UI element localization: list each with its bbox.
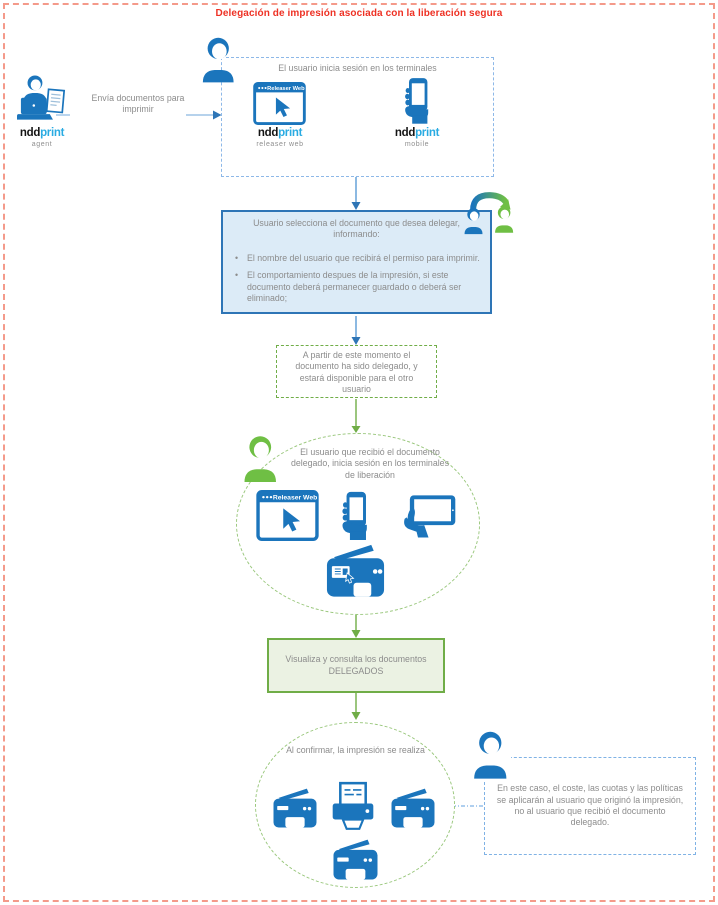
mfp-printer-icon — [331, 837, 380, 881]
delegated-note-box: A partir de este momento el documento ha sido delegado, y estará disponible para el otro usuario — [276, 345, 437, 398]
page-title: Delegación de impresión asociada con la liberación segura — [215, 8, 503, 19]
releaser-web-browser-icon — [253, 82, 306, 125]
view-delegated-box — [267, 638, 445, 693]
cost-policy-note-box — [484, 757, 696, 855]
tablet-in-hand-icon — [401, 494, 457, 538]
select-document-heading: Usuario selecciona el documento que desea delegar, informando: — [253, 218, 460, 240]
nddprint-releaser-web-logo — [244, 128, 316, 148]
brand-ndd: ndd — [394, 127, 416, 139]
brand-ndd: ndd — [257, 127, 279, 139]
select-document-box — [221, 210, 492, 314]
view-delegated-line2: DELEGADOS — [328, 665, 384, 676]
arrowhead-down-icon — [352, 712, 361, 720]
receiver-person-icon — [238, 434, 281, 482]
bullet-recipient-name: • El nombre del usuario que recibirá el permiso para imprimir. — [247, 253, 483, 264]
arrowhead-down-icon — [352, 337, 361, 345]
originating-user-person-icon — [468, 728, 511, 780]
nddprint-agent-group — [12, 74, 72, 148]
arrowhead-down-icon — [352, 426, 361, 433]
mfp-printer-icon — [271, 786, 319, 829]
nddprint-mobile-logo — [381, 128, 453, 148]
arrowhead-down-icon — [352, 202, 361, 210]
confirm-print-label: Al confirmar, la impresión se realiza — [286, 745, 425, 755]
login-terminals-label: El usuario inicia sesión en los terminales — [278, 63, 437, 73]
mfp-printer-panel-icon — [324, 540, 387, 600]
receiver-login-label: El usuario que recibió el documento delegado, inicia sesión en los terminales de liberación — [291, 447, 449, 480]
brand-ndd: ndd — [19, 127, 41, 139]
printer-icon — [331, 781, 375, 831]
bullet-after-print-behavior: • El comportamiento despues de la impresión, si este documento deberá permanecer guardado o deberá ser eliminado; — [247, 270, 483, 304]
brand-print: print — [40, 127, 65, 139]
mfp-printer-icon — [389, 786, 437, 829]
phone-in-hand-icon — [401, 77, 433, 124]
cost-policy-note-text: En este caso, el coste, las cuotas y las políticas se aplicarán al usuario que originó la impresión, no al usuario que recibió el documento delegado. — [496, 783, 684, 828]
phone-in-hand-icon — [338, 491, 372, 540]
user-person-icon — [197, 30, 238, 88]
agent-product-label: agent — [31, 140, 53, 148]
releaser-web-product-label: releaser web — [256, 140, 304, 148]
send-documents-label: Envía documentos para imprimir — [91, 93, 185, 115]
releaser-web-browser-icon — [256, 490, 319, 541]
delegate-swap-users-icon — [461, 190, 519, 235]
view-delegated-line1: Visualiza y consulta los documentos — [285, 654, 427, 665]
agent-laptop-icon — [17, 110, 67, 127]
arrowhead-down-icon — [352, 630, 361, 638]
brand-print: print — [415, 127, 440, 139]
select-document-bullets — [223, 253, 490, 305]
mobile-product-label: mobile — [404, 140, 430, 148]
brand-print: print — [278, 127, 303, 139]
nddprint-agent-logo — [12, 128, 72, 140]
